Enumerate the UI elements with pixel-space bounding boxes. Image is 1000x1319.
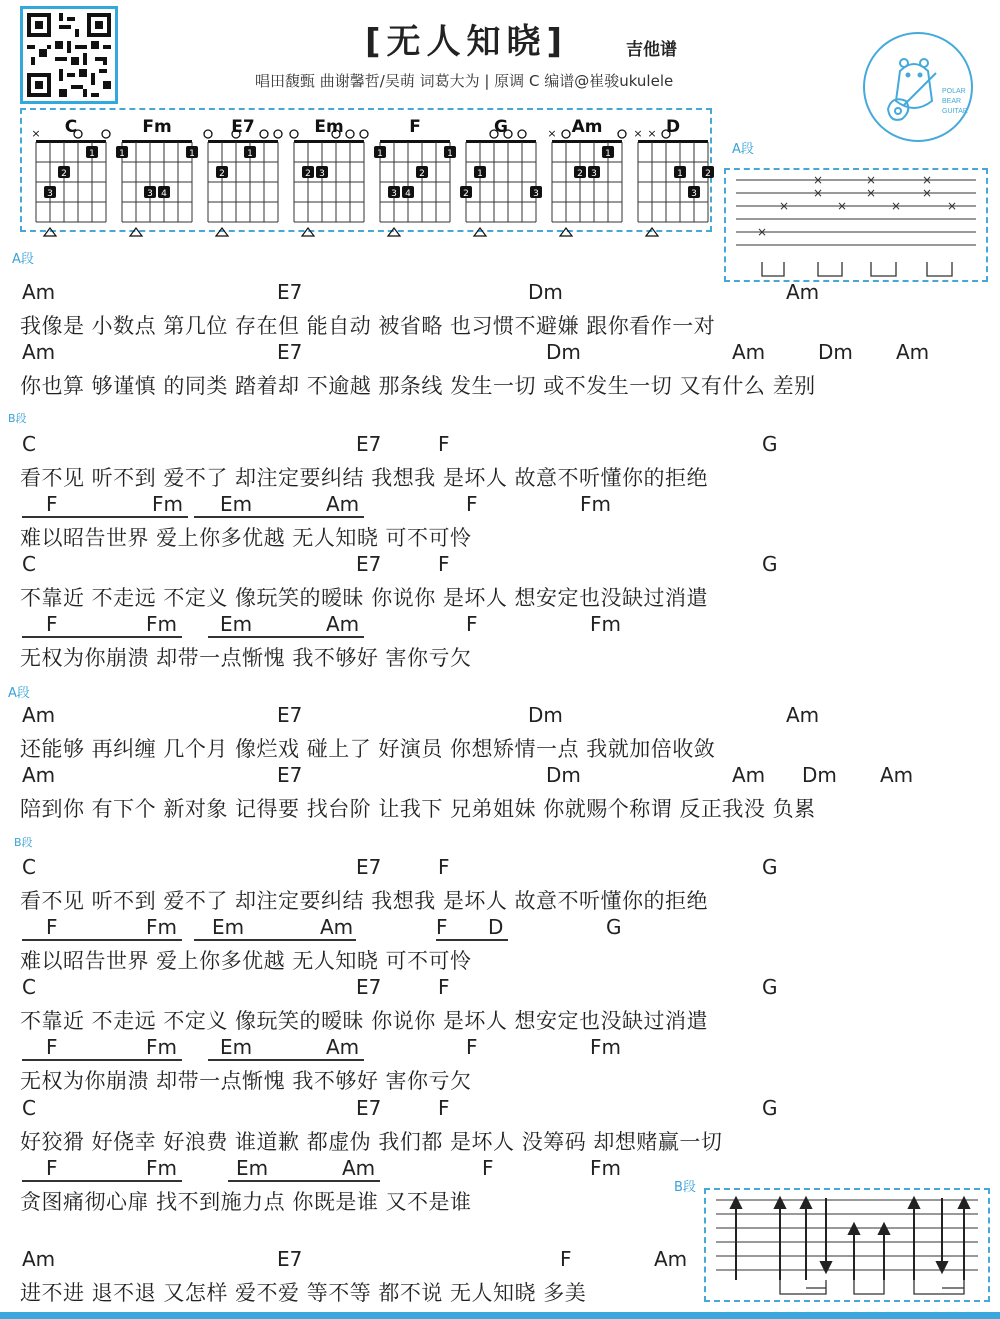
svg-text:3: 3 bbox=[147, 189, 153, 199]
svg-text:2: 2 bbox=[219, 169, 225, 179]
svg-text:1: 1 bbox=[247, 149, 253, 159]
chord-symbol: F bbox=[438, 975, 450, 999]
chord-symbol: Em bbox=[220, 492, 253, 516]
lyric-line: 不靠近 不走远 不定义 像玩笑的暧昧 你说你 是坏人 想安定也没缺过消遣 bbox=[20, 1009, 709, 1033]
svg-text:2: 2 bbox=[705, 169, 711, 179]
chord-name: C bbox=[64, 117, 78, 137]
qr-code bbox=[20, 6, 118, 104]
svg-text:3: 3 bbox=[319, 169, 325, 179]
chord-symbol: E7 bbox=[277, 280, 303, 304]
chord-symbol: Dm bbox=[546, 340, 581, 364]
tab-mark: × bbox=[865, 186, 877, 200]
lyric-line: 陪到你 有下个 新对象 记得要 找台阶 让我下 兄弟姐妹 你就赐个称谓 反正我没 负累 bbox=[20, 797, 816, 821]
svg-text:4: 4 bbox=[161, 189, 167, 199]
picking-tab bbox=[726, 170, 986, 280]
chord-symbol: E7 bbox=[277, 1247, 303, 1271]
chord-symbol: F bbox=[482, 1156, 494, 1180]
song-credits: 唱田馥甄 曲谢馨哲/吴萌 词葛大为 | 原调 C 编谱@崔骏ukulele bbox=[255, 72, 674, 90]
svg-text:1: 1 bbox=[447, 149, 453, 159]
chord-symbol: Fm bbox=[146, 612, 177, 636]
section-label-b: B段 bbox=[14, 836, 33, 849]
tab-mark: × bbox=[756, 225, 768, 239]
chord-underline bbox=[228, 1180, 380, 1182]
chord-symbol: Dm bbox=[528, 703, 563, 727]
svg-text:1: 1 bbox=[89, 149, 95, 159]
chord-underline bbox=[194, 939, 356, 941]
chord-symbol: E7 bbox=[356, 975, 382, 999]
chord-name: E7 bbox=[231, 117, 255, 137]
chord-symbol: G bbox=[762, 552, 778, 576]
chord-symbol: Dm bbox=[528, 280, 563, 304]
chord-symbol: Am bbox=[320, 915, 354, 939]
chord-symbol: Fm bbox=[146, 1156, 177, 1180]
chord-underline bbox=[22, 1059, 182, 1061]
chord-symbol: D bbox=[488, 915, 504, 939]
chord-symbol: Dm bbox=[546, 763, 581, 787]
svg-text:3: 3 bbox=[47, 189, 53, 199]
svg-text:3: 3 bbox=[533, 189, 539, 199]
chord-symbol: E7 bbox=[356, 552, 382, 576]
b-section-strum-pattern bbox=[704, 1188, 990, 1302]
chord-symbol: Em bbox=[212, 915, 245, 939]
tab-mark: × bbox=[865, 173, 877, 187]
chord-symbol: Fm bbox=[590, 1035, 621, 1059]
chord-diagram-am bbox=[547, 117, 626, 236]
chord-symbol: Am bbox=[786, 280, 820, 304]
chord-symbol: G bbox=[762, 855, 778, 879]
section-label-a: A段 bbox=[12, 252, 34, 267]
song-title: [无人知晓] bbox=[365, 22, 569, 62]
lyric-line: 不靠近 不走远 不定义 像玩笑的暧昧 你说你 是坏人 想安定也没缺过消遣 bbox=[20, 586, 709, 610]
lyric-line: 无权为你崩溃 却带一点惭愧 我不够好 害你亏欠 bbox=[20, 1069, 472, 1093]
chord-symbol: Dm bbox=[818, 340, 853, 364]
b-section-pattern-label: B段 bbox=[674, 1180, 696, 1195]
svg-text:3: 3 bbox=[591, 169, 597, 179]
chord-symbol: Fm bbox=[152, 492, 183, 516]
sheet-type: 吉他谱 bbox=[626, 40, 677, 60]
tab-mark: × bbox=[946, 199, 958, 213]
polar-bear-guitar-logo bbox=[862, 31, 974, 143]
tab-mark: × bbox=[778, 199, 790, 213]
chord-symbol: E7 bbox=[356, 432, 382, 456]
chord-symbol: E7 bbox=[277, 763, 303, 787]
svg-text:1: 1 bbox=[119, 149, 125, 159]
a-section-pattern-label: A段 bbox=[732, 142, 754, 157]
svg-text:3: 3 bbox=[391, 189, 397, 199]
chord-symbol: C bbox=[22, 432, 36, 456]
chord-underline bbox=[22, 636, 182, 638]
chord-symbol: G bbox=[762, 432, 778, 456]
tab-mark: × bbox=[921, 186, 933, 200]
svg-text:×: × bbox=[547, 127, 557, 140]
tab-mark: × bbox=[836, 199, 848, 213]
chord-symbol: F bbox=[436, 915, 448, 939]
section-label-b: B段 bbox=[8, 412, 27, 425]
svg-text:1: 1 bbox=[189, 149, 195, 159]
chord-symbol: Fm bbox=[146, 1035, 177, 1059]
chord-symbol: F bbox=[438, 552, 450, 576]
chord-underline bbox=[208, 636, 364, 638]
chord-symbol: Am bbox=[342, 1156, 376, 1180]
chord-symbol: Am bbox=[22, 763, 56, 787]
chord-symbol: Am bbox=[22, 280, 56, 304]
svg-text:1: 1 bbox=[477, 169, 483, 179]
chord-symbol: Em bbox=[220, 612, 253, 636]
tab-mark: × bbox=[812, 173, 824, 187]
chord-name: G bbox=[494, 117, 508, 137]
lyric-line: 好狡猾 好侥幸 好浪费 谁道歉 都虚伪 我们都 是坏人 没筹码 却想赌赢一切 bbox=[20, 1130, 723, 1154]
chord-symbol: E7 bbox=[356, 855, 382, 879]
chord-symbol: G bbox=[606, 915, 622, 939]
svg-text:1: 1 bbox=[605, 149, 611, 159]
chord-symbol: Am bbox=[326, 1035, 360, 1059]
chord-symbol: F bbox=[438, 855, 450, 879]
chord-symbol: Em bbox=[236, 1156, 269, 1180]
lyric-line: 难以昭告世界 爱上你多优越 无人知晓 可不可怜 bbox=[20, 949, 472, 973]
svg-text:2: 2 bbox=[61, 169, 67, 179]
lyric-line: 还能够 再纠缠 几个月 像烂戏 碰上了 好演员 你想矫情一点 我就加倍收敛 bbox=[20, 737, 716, 761]
tab-mark: × bbox=[921, 173, 933, 187]
chord-symbol: Am bbox=[732, 763, 766, 787]
chord-symbol: Am bbox=[896, 340, 930, 364]
tab-mark: × bbox=[890, 199, 902, 213]
svg-text:2: 2 bbox=[463, 189, 469, 199]
chord-symbol: C bbox=[22, 855, 36, 879]
chord-underline bbox=[208, 1059, 364, 1061]
chord-symbol: E7 bbox=[277, 340, 303, 364]
chord-symbol: F bbox=[46, 1156, 58, 1180]
chord-diagram-c bbox=[31, 117, 110, 236]
chord-name: Fm bbox=[142, 117, 172, 137]
chord-symbol: Am bbox=[880, 763, 914, 787]
chord-symbol: E7 bbox=[277, 703, 303, 727]
chord-underline bbox=[22, 1180, 182, 1182]
svg-text:1: 1 bbox=[677, 169, 683, 179]
chord-symbol: F bbox=[466, 492, 478, 516]
chord-name: Am bbox=[571, 117, 603, 137]
a-section-picking-pattern bbox=[724, 168, 988, 282]
chord-underline bbox=[194, 516, 364, 518]
chord-symbol: F bbox=[466, 1035, 478, 1059]
svg-text:1: 1 bbox=[377, 149, 383, 159]
lyric-line: 看不见 听不到 爱不了 却注定要纠结 我想我 是坏人 故意不听懂你的拒绝 bbox=[20, 889, 709, 913]
chord-diagram-em bbox=[290, 117, 368, 236]
chord-diagram-g bbox=[460, 117, 542, 236]
chord-name: F bbox=[409, 117, 421, 137]
chord-symbol: Am bbox=[22, 1247, 56, 1271]
chord-symbol: F bbox=[46, 612, 58, 636]
chord-symbol: Fm bbox=[590, 612, 621, 636]
svg-text:3: 3 bbox=[691, 189, 697, 199]
lyric-line: 我像是 小数点 第几位 存在但 能自动 被省略 也习惯不避嫌 跟你看作一对 bbox=[20, 314, 716, 338]
chord-symbol: Fm bbox=[146, 915, 177, 939]
chord-diagram-e7 bbox=[204, 117, 282, 236]
chord-underline bbox=[436, 939, 508, 941]
lyric-line: 贪图痛彻心扉 找不到施力点 你既是谁 又不是谁 bbox=[20, 1190, 472, 1214]
chord-symbol: F bbox=[46, 1035, 58, 1059]
chord-symbol: Am bbox=[22, 340, 56, 364]
svg-text:×: × bbox=[633, 127, 643, 140]
lyric-line: 你也算 够谨慎 的同类 踏着却 不逾越 那条线 发生一切 或不发生一切 又有什么 差别 bbox=[20, 374, 816, 398]
chord-symbol: Dm bbox=[802, 763, 837, 787]
lyric-line: 看不见 听不到 爱不了 却注定要纠结 我想我 是坏人 故意不听懂你的拒绝 bbox=[20, 466, 709, 490]
chord-symbol: Am bbox=[786, 703, 820, 727]
chord-symbol: E7 bbox=[356, 1096, 382, 1120]
chord-underline bbox=[22, 516, 188, 518]
bottom-bar bbox=[0, 1312, 1000, 1319]
svg-text:2: 2 bbox=[577, 169, 583, 179]
tab-mark: × bbox=[812, 186, 824, 200]
lyric-line: 无权为你崩溃 却带一点惭愧 我不够好 害你亏欠 bbox=[20, 646, 472, 670]
chord-name: D bbox=[665, 117, 681, 137]
logo-text-1: POLAR bbox=[942, 88, 966, 95]
chord-symbol: Am bbox=[732, 340, 766, 364]
chord-symbol: Fm bbox=[590, 1156, 621, 1180]
chord-symbol: Am bbox=[22, 703, 56, 727]
chord-underline bbox=[22, 939, 182, 941]
svg-text:2: 2 bbox=[419, 169, 425, 179]
chord-symbol: G bbox=[762, 1096, 778, 1120]
lyric-line: 进不进 退不退 又怎样 爱不爱 等不等 都不说 无人知晓 多美 bbox=[20, 1281, 587, 1305]
chord-diagram-f bbox=[374, 117, 456, 236]
chord-diagram-d bbox=[633, 117, 714, 236]
chord-symbol: F bbox=[438, 1096, 450, 1120]
chord-symbol: F bbox=[46, 915, 58, 939]
chord-symbol: Em bbox=[220, 1035, 253, 1059]
chord-symbol: F bbox=[46, 492, 58, 516]
lyric-line: 难以昭告世界 爱上你多优越 无人知晓 可不可怜 bbox=[20, 526, 472, 550]
chord-diagrams bbox=[22, 110, 710, 230]
chord-symbol: C bbox=[22, 1096, 36, 1120]
strum-tab bbox=[706, 1190, 988, 1300]
svg-text:4: 4 bbox=[405, 189, 411, 199]
logo-text-2: BEAR bbox=[942, 98, 962, 105]
svg-text:2: 2 bbox=[305, 169, 311, 179]
chord-diagram-fm bbox=[116, 117, 198, 236]
chord-symbol: Am bbox=[326, 492, 360, 516]
chord-symbol: C bbox=[22, 552, 36, 576]
chord-symbol: F bbox=[438, 432, 450, 456]
chord-diagram-panel bbox=[20, 108, 712, 232]
chord-name: Em bbox=[314, 117, 344, 137]
svg-text:×: × bbox=[647, 127, 657, 140]
svg-text:×: × bbox=[31, 127, 41, 140]
chord-symbol: F bbox=[560, 1247, 572, 1271]
section-label-a: A段 bbox=[8, 686, 30, 701]
chord-symbol: Fm bbox=[580, 492, 611, 516]
chord-symbol: C bbox=[22, 975, 36, 999]
chord-symbol: F bbox=[466, 612, 478, 636]
logo-text-3: GUITAR bbox=[942, 108, 968, 115]
chord-symbol: Am bbox=[326, 612, 360, 636]
chord-symbol: Am bbox=[654, 1247, 688, 1271]
chord-symbol: G bbox=[762, 975, 778, 999]
qr-code-pattern bbox=[23, 9, 115, 101]
